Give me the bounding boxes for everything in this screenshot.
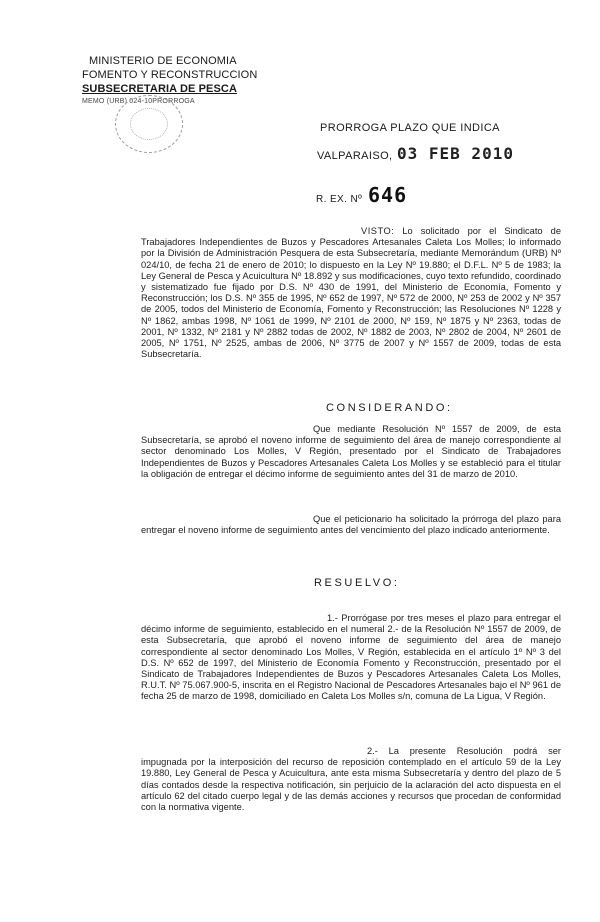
resuelvo-paragraph-2: 2.- La presente Resolución podrá ser impugnada por la interposición del recurso de reposición contemplado en el artículo 59 de la Ley 19.880, Ley General de Pesca y Acuicultura, ante esta misma Subsecretaría y dentro del plazo de 5 días contados desde la respectiva notificación, sin perjuicio de la aclaración del acto dispuesta en el artículo 62 del citado cuerpo legal y de las demás acciones y recursos que procedan de conformidad con la normativa vigente. <box>141 746 561 813</box>
considerando-heading: CONSIDERANDO: <box>326 402 453 414</box>
ministry-subname: FOMENTO Y RECONSTRUCCION <box>82 69 258 81</box>
resolution-label: R. EX. Nº <box>316 194 363 205</box>
visto-text: Lo solicitado por el Sindicato de Trabajadores Independientes de Buzos y Pescadores Artesanales Caleta Los Molles; lo informado por la División de Administración Pesquera de esta Subsecretaría, mediante Memorándum (URB) Nº 024/10, de fecha 21 de enero de 2010; lo dispuesto en la Ley Nº 19.880; el D.F.L. Nº 5 de 1983; la Ley General de Pesca y Acuicultura Nº 18.892 y sus modificaciones, cuyo texto refundido, coordinado y sistematizado fue fijado por D.S. Nº 430 de 1991, del Ministerio de Economía, Fomento y Reconstrucción; los D.S. Nº 355 de 1995, Nº 652 de 1997, Nº 572 de 2000, Nº 253 de 2002 y Nº 357 de 2005, todos del Ministerio de Economía, Fomento y Reconstrucción; las Resoluciones Nº 1228 y Nº 1862, ambas 1998, Nº 1061 de 1999, Nº 2101 de 2000, Nº 159, Nº 1875 y Nº 2363, todas de 2001, Nº 1332, Nº 2181 y Nº 2882 todas de 2002, Nº 1882 de 2003, Nº 2802 de 2004, Nº 2601 de 2005, Nº 1751, Nº 2525, ambas de 2006, Nº 3775 de 2007 y Nº 1557 de 2009, todas de esta Subsecretaría. <box>141 226 561 360</box>
visto-paragraph <box>141 226 561 360</box>
resolution-number: 646 <box>368 183 408 207</box>
memo-reference: MEMO (URB) 024-10PRORROGA <box>82 98 195 105</box>
ministry-name: MINISTERIO DE ECONOMIA <box>89 55 237 67</box>
place-label: VALPARAISO, <box>317 150 393 162</box>
resuelvo-paragraph-1: 1.- Prorrógase por tres meses el plazo para entregar el décimo informe de seguimiento, establecido en el numeral 2.- de la Resolución Nº 1557 de 2009, de esta Subsecretaría, que aprobó el noveno informe de seguimiento del área de manejo correspondiente al sector denominado Los Molles, V Región, establecida en el artículo 1º Nº 3 del D.S. Nº 652 de 1997, del Ministerio de Economía Fomento y Reconstrucción, presentado por el Sindicato de Trabajadores Independientes de Buzos y Pescadores Artesanales Caleta Los Molles, R.U.T. Nº 75.067.900-5, inscrita en el Registro Nacional de Pescadores Artesanales bajo el Nº 961 de fecha 25 de marzo de 1998, domiciliado en Caleta Los Molles s/n, comuna de La Ligua, V Región. <box>141 613 561 702</box>
official-stamp <box>115 95 183 153</box>
considerando-paragraph-1: Que mediante Resolución Nº 1557 de 2009, de esta Subsecretaría, se aprobó el noveno informe de seguimiento del área de manejo correspondiente al sector denominado Los Molles, V Región, presentado por el Sindicato de Trabajadores Independientes de Buzos y Pescadores Artesanales Caleta Los Molles y se estableció para el titular la obligación de entregar el décimo informe de seguimiento antes del 31 de marzo de 2010. <box>141 424 561 479</box>
subsecretaria-name: SUBSECRETARIA DE PESCA <box>82 83 237 95</box>
resuelvo-heading: RESUELVO: <box>314 577 400 589</box>
considerando-paragraph-2: Que el peticionario ha solicitado la prórroga del plazo para entregar el noveno informe de seguimiento antes del vencimiento del plazo indicado anteriormente. <box>141 514 561 536</box>
visto-label: VISTO: <box>361 226 395 236</box>
document-title: PRORROGA PLAZO QUE INDICA <box>320 122 500 134</box>
date-stamp: 03 FEB 2010 <box>397 144 514 163</box>
